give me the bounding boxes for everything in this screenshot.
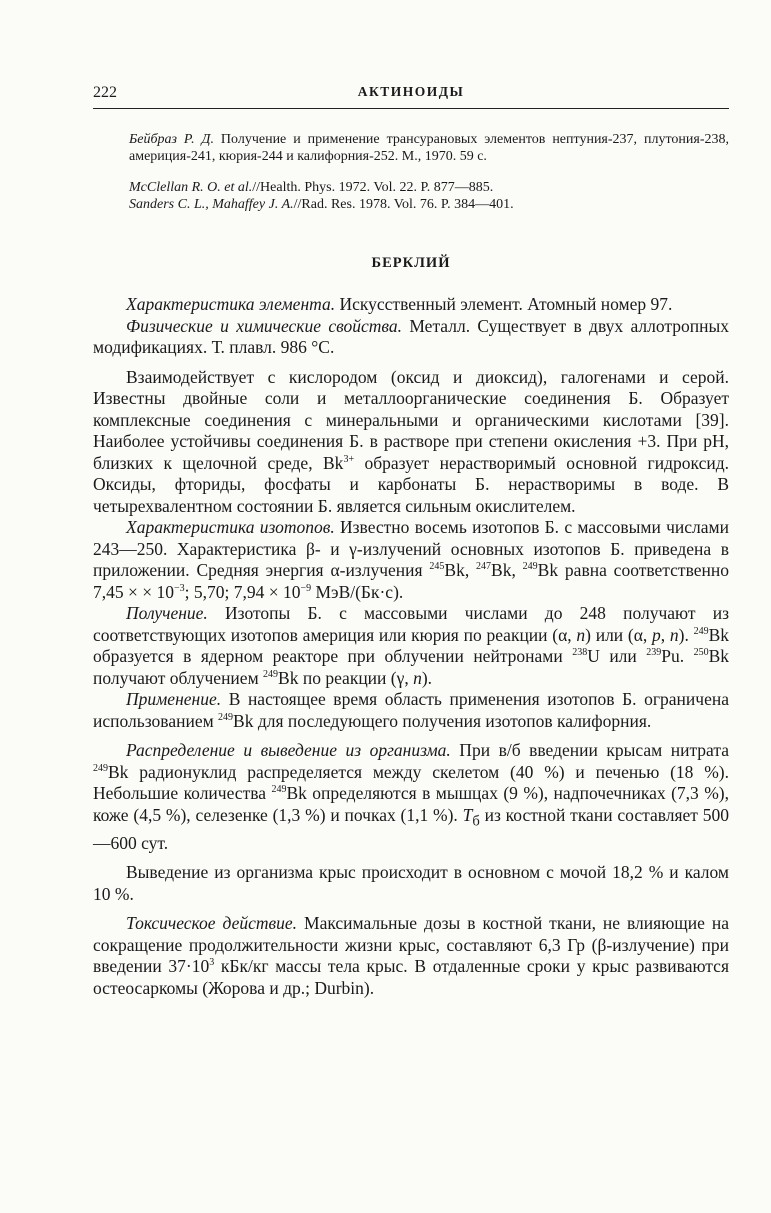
paragraph-interactions [93, 367, 729, 518]
paragraph-isotopes [93, 517, 729, 603]
paragraph-production [93, 603, 729, 689]
paragraph-lead: Физические и химические свойства. [126, 315, 402, 336]
reference-text: //Health. Phys. 1972. Vol. 22. P. 877—885. [252, 180, 494, 195]
paragraph-lead: Получение. [126, 603, 208, 623]
superscript: −9 [300, 582, 312, 594]
paragraph-text: кБк/кг массы тела крыс. В отдаленные сроки у крыс развиваются остеосаркомы (Жорова и др.; Durbin). [93, 956, 729, 998]
paragraph-text: Изотопы Б. с массовыми числами до 248 получают из соответствующих изотопов америция или кюрия по реакции (α, [93, 603, 729, 645]
paragraph-text: Bk определяются в мышцах (9 %), надпочечниках (7,3 %), коже (4,5 %), селезенке (1,3 %) и почках (1,1 %). [93, 783, 729, 825]
paragraph-lead: Применение. [126, 689, 222, 709]
superscript: 249 [263, 668, 279, 680]
reference-text: Получение и применение трансурановых элементов нептуния-237, плутония-238, америция-241, кюрия-244 и калифорния-252. М., 1970. 59 с. [129, 132, 729, 164]
paragraph-text: Bk, [444, 560, 477, 580]
document-page [93, 84, 729, 999]
article-body [93, 294, 729, 999]
paragraph-application [93, 689, 729, 732]
superscript: 239 [646, 647, 662, 658]
superscript: 249 [522, 561, 538, 572]
reference-1 [129, 131, 729, 165]
paragraph-lead: Распределение и выведение из организма. [126, 740, 451, 760]
page-number: 222 [93, 84, 117, 101]
paragraph-excretion [93, 862, 729, 905]
superscript: 249 [271, 784, 287, 795]
superscript: 249 [693, 625, 709, 637]
reference-2 [129, 179, 729, 196]
superscript: 3+ [343, 453, 355, 465]
paragraph-text: Bk равна соответственно 7,45 × × 10 [93, 560, 729, 602]
page-header [93, 84, 729, 109]
paragraph-text: ) или (α, [585, 624, 653, 645]
paragraph-text: Максимальные дозы в костной ткани, не влияющие на сокращение продолжительности жизни крыс, составляют 6,3 Гр (β-излучение) при введении 37·10 [93, 913, 729, 976]
paragraph-text: Bk получают облучением [93, 646, 730, 688]
paragraph-lead: Токсическое действие. [126, 913, 298, 933]
reference-author: McClellan R. O. et al. [129, 180, 253, 195]
reference-3 [129, 196, 729, 213]
reference-author: Бейбраз Р. Д. [129, 132, 214, 147]
italic-symbol: n [576, 624, 586, 645]
italic-symbol: T [462, 804, 473, 825]
superscript: −3 [174, 582, 185, 594]
paragraph-text: ). [678, 624, 694, 645]
paragraph-distribution [93, 740, 729, 854]
reference-author: Sanders C. L., Mahaffey J. A. [129, 197, 294, 212]
paragraph-text: ). [421, 667, 433, 688]
paragraph-text: Металл. Существует в двух аллотропных модификациях. Т. плавл. 986 °С. [93, 315, 729, 357]
paragraph-text: из костной ткани составляет 500—600 сут. [93, 804, 729, 853]
paragraph-text: Bk, [491, 560, 523, 580]
superscript: 245 [429, 561, 445, 572]
paragraph-text: Взаимодействует с кислородом (оксид и диоксид), галогенами и серой. Известны двойные соли и металлоорганические соединения Б. Образует комплексные соединения с минеральными и органическими кислотами [39]. Наиболее устойчивы соединения Б. в растворе при степени окисления +3. При pH, близких к щелочной среде, Bk [93, 366, 729, 473]
reference-list [93, 131, 729, 213]
italic-symbol: p [652, 624, 661, 645]
paragraph-text: Bk образуется в ядерном реакторе при облучении нейтронами [93, 624, 730, 666]
paragraph-text: ; 5,70; 7,94 × 10 [184, 581, 301, 602]
superscript: 238 [572, 647, 588, 658]
paragraph-properties [93, 316, 729, 359]
paragraph-text: Искусственный элемент. Атомный номер 97. [335, 294, 673, 314]
section-title: БЕРКЛИЙ [371, 255, 451, 271]
paragraph-text: U или [587, 646, 647, 666]
superscript: 249 [218, 711, 234, 723]
reference-text: //Rad. Res. 1978. Vol. 76. P. 384—401. [293, 197, 514, 212]
superscript: 3 [209, 957, 215, 968]
paragraph-element-characteristics [93, 294, 729, 316]
subscript: б [472, 813, 480, 829]
italic-symbol: n [669, 624, 679, 645]
paragraph-text: При в/б введении крысам нитрата [450, 740, 729, 760]
paragraph-text: Выведение из организма крыс происходит в основном с мочой 18,2 % и калом 10 %. [93, 862, 729, 904]
paragraph-text: Pu. [661, 646, 694, 666]
paragraph-toxicity [93, 913, 729, 999]
superscript: 249 [93, 762, 108, 774]
superscript: 250 [693, 647, 709, 658]
running-title: АКТИНОИДЫ [357, 84, 465, 99]
paragraph-text: МэВ/(Бк·с). [311, 581, 404, 602]
paragraph-text: , [660, 624, 670, 645]
italic-symbol: n [413, 667, 422, 688]
paragraph-lead: Характеристика изотопов. [126, 517, 335, 537]
superscript: 247 [476, 561, 492, 572]
paragraph-lead: Характеристика элемента. [126, 294, 336, 314]
paragraph-text: В настоящее время область применения изотопов Б. ограничена использованием [93, 689, 729, 731]
paragraph-text: Bk радионуклид распределяется между скелетом (40 %) и печенью (18 %). Небольшие количества [93, 761, 729, 803]
paragraph-text: Bk по реакции (γ, [278, 667, 414, 688]
paragraph-text: Bk для последующего получения изотопов калифорния. [233, 710, 652, 731]
paragraph-text: Известно восемь изотопов Б. с массовыми числами 243—250. Характеристика β- и γ-излучений основных изотопов Б. приведена в приложении. Средняя энергия α-излучения [93, 517, 729, 580]
paragraph-text: образует нерастворимый основной гидроксид. Оксиды, фториды, фосфаты и карбонаты Б. нерастворимы в воде. В четырехвалентном состоянии Б. является сильным окислителем. [93, 452, 729, 516]
